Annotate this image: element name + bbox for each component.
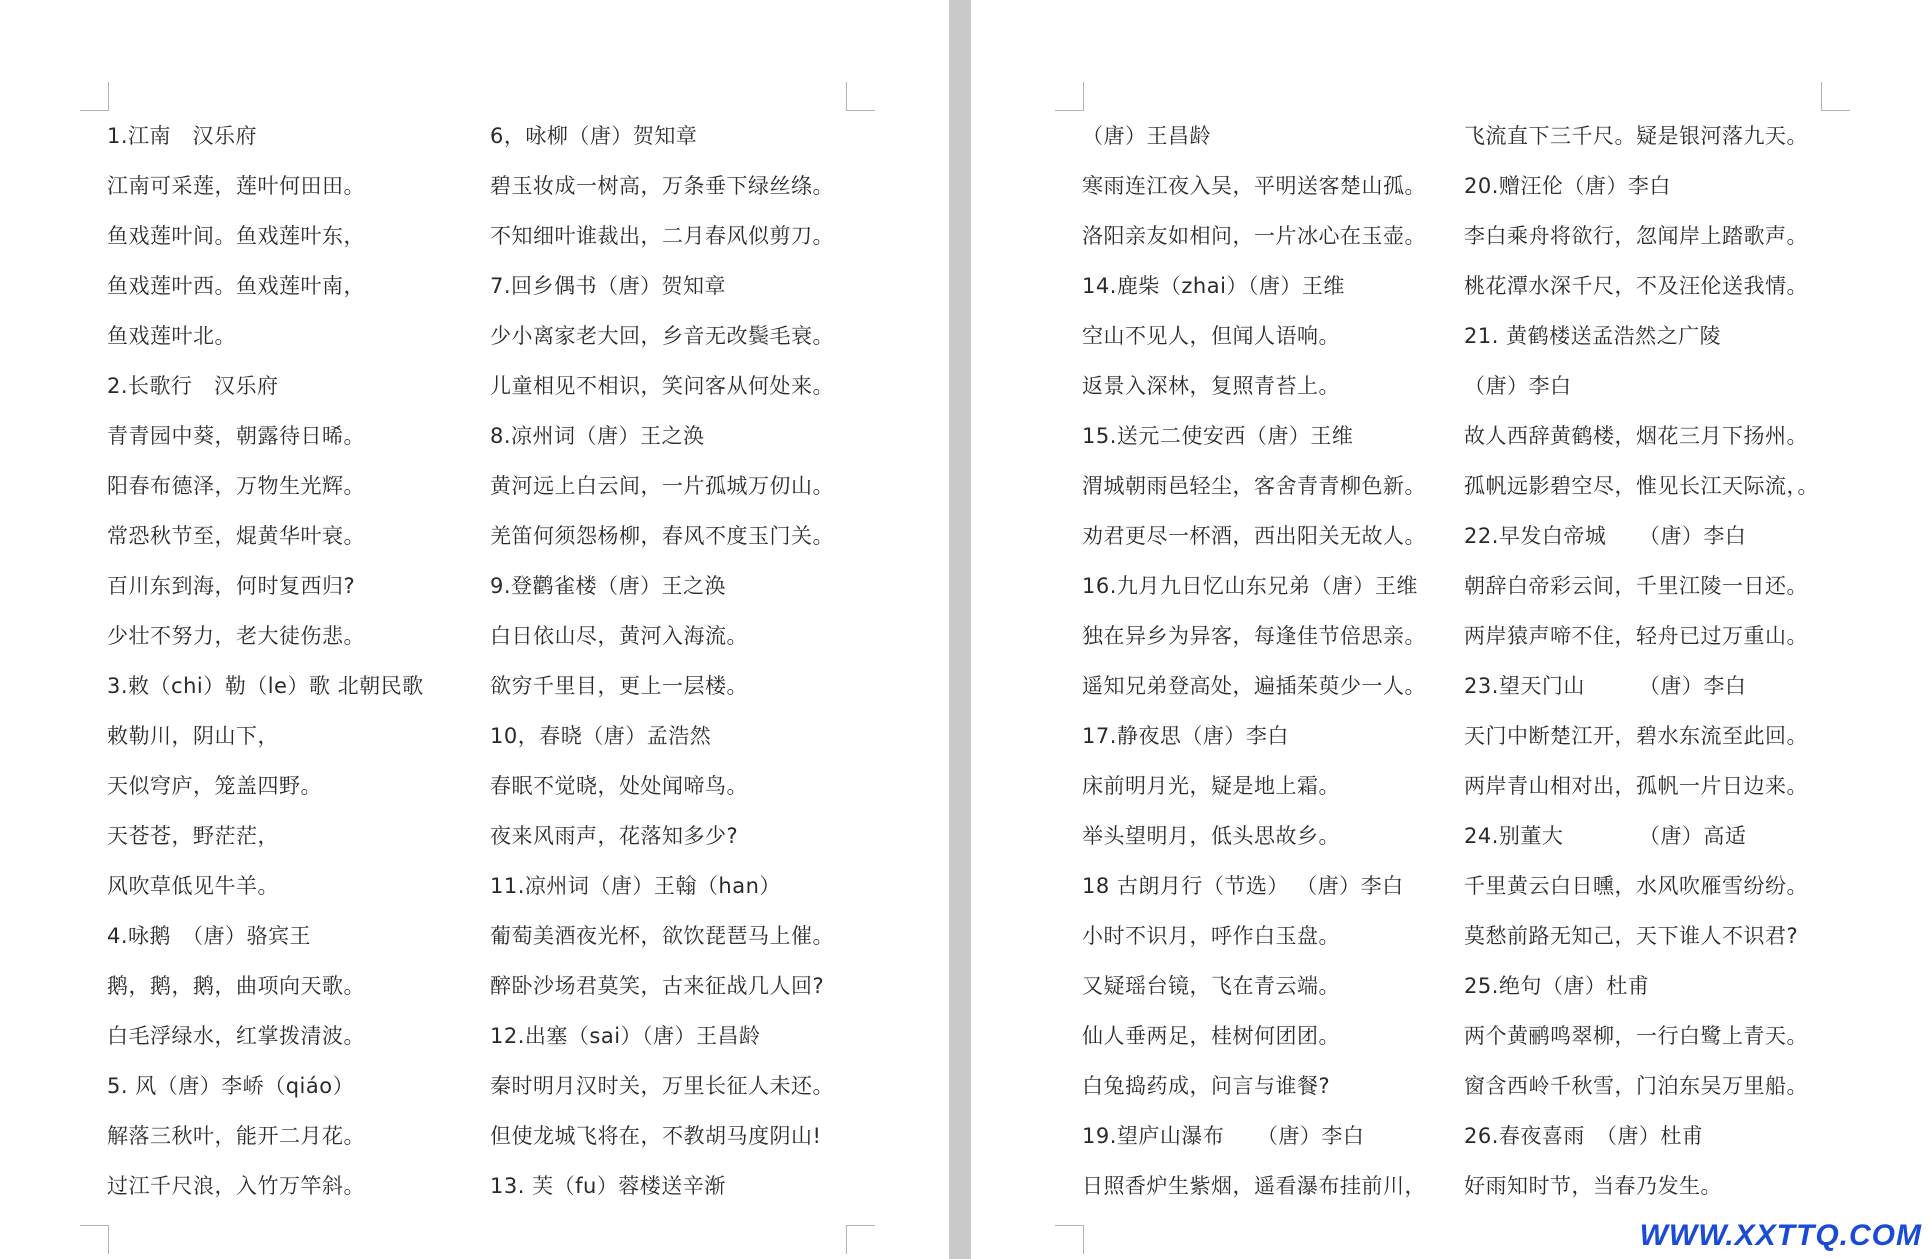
text-line: 朝辞白帝彩云间，千里江陵一日还。 [1464,574,1808,598]
text-line: 14.鹿柴（zhai）（唐）王维 [1082,274,1345,298]
text-line: 渭城朝雨邑轻尘，客舍青青柳色新。 [1082,474,1426,498]
text-line: 李白乘舟将欲行，忽闻岸上踏歌声。 [1464,224,1808,248]
text-line: （唐）王昌龄 [1082,124,1211,148]
text-line: 少小离家老大回，乡音无改鬓毛衰。 [490,324,834,348]
poem-column-3 [1082,114,1426,1214]
text-line: 百川东到海，何时复西归? [107,574,356,598]
text-line: 秦时明月汉时关，万里长征人未还。 [490,1074,834,1098]
page-corner-mark [1821,82,1850,111]
text-line: 3.敕（chi）勒（le）歌 北朝民歌 [107,674,424,698]
text-line: 7.回乡偶书（唐）贺知章 [490,274,727,298]
text-line: 羌笛何须怨杨柳，春风不度玉门关。 [490,524,834,548]
text-line: 空山不见人，但闻人语响。 [1082,324,1340,348]
text-line: 18 古朗月行（节选） （唐）李白 [1082,874,1404,898]
text-line: 飞流直下三千尺。疑是银河落九天。 [1464,124,1808,148]
text-line: 鱼戏莲叶西。鱼戏莲叶南， [107,274,365,298]
text-line: 黄河远上白云间，一片孤城万仞山。 [490,474,834,498]
text-line: 青青园中葵，朝露待日晞。 [107,424,365,448]
text-line: 孤帆远影碧空尽，惟见长江天际流，。 [1464,474,1819,498]
text-line: 鹅，鹅，鹅，曲项向天歌。 [107,974,365,998]
text-line: 独在异乡为异客，每逢佳节倍思亲。 [1082,624,1426,648]
text-line: 返景入深林，复照青苔上。 [1082,374,1340,398]
page-corner-mark [846,1225,875,1254]
text-line: 22.早发白帝城 （唐）李白 [1464,524,1747,548]
text-line: 16.九月九日忆山东兄弟（唐）王维 [1082,574,1418,598]
text-line: 21. 黄鹤楼送孟浩然之广陵 [1464,324,1722,348]
text-line: 23.望天门山 （唐）李白 [1464,674,1747,698]
text-line: 千里黄云白日曛，水风吹雁雪纷纷。 [1464,874,1808,898]
page-corner-mark [846,82,875,111]
text-line: 好雨知时节，当春乃发生。 [1464,1174,1722,1198]
text-line: 26.春夜喜雨 （唐）杜甫 [1464,1124,1704,1148]
page-corner-mark [80,1225,109,1254]
text-line: 9.登鹳雀楼（唐）王之涣 [490,574,727,598]
site-watermark: WWW.XXTTQ.COM [1639,1219,1922,1252]
text-line: 天门中断楚江开，碧水东流至此回。 [1464,724,1808,748]
text-line: 阳春布德泽，万物生光辉。 [107,474,365,498]
page-corner-mark [80,82,109,111]
page-gutter [949,0,971,1259]
text-line: 解落三秋叶，能开二月花。 [107,1124,365,1148]
text-line: 两岸猿声啼不住，轻舟已过万重山。 [1464,624,1808,648]
text-line: 常恐秋节至，焜黄华叶衰。 [107,524,365,548]
text-line: 莫愁前路无知己，天下谁人不识君? [1464,924,1799,948]
text-line: 日照香炉生紫烟，遥看瀑布挂前川， [1082,1174,1426,1198]
text-line: 17.静夜思（唐）李白 [1082,724,1289,748]
text-line: 20.赠汪伦（唐）李白 [1464,174,1671,198]
right-page [971,0,1928,1259]
text-line: 少壮不努力，老大徒伤悲。 [107,624,365,648]
text-line: 江南可采莲，莲叶何田田。 [107,174,365,198]
text-line: 劝君更尽一杯酒，西出阳关无故人。 [1082,524,1426,548]
poem-column-4 [1464,114,1819,1214]
text-line: 窗含西岭千秋雪，门泊东吴万里船。 [1464,1074,1808,1098]
text-line: （唐）李白 [1464,374,1572,398]
text-line: 24.别董大 （唐）高适 [1464,824,1747,848]
text-line: 葡萄美酒夜光杯，欲饮琵琶马上催。 [490,924,834,948]
text-line: 但使龙城飞将在，不教胡马度阴山! [490,1124,822,1148]
text-line: 欲穷千里目，更上一层楼。 [490,674,748,698]
text-line: 8.凉州词（唐）王之涣 [490,424,705,448]
text-line: 25.绝句（唐）杜甫 [1464,974,1650,998]
text-line: 白日依山尽，黄河入海流。 [490,624,748,648]
text-line: 碧玉妆成一树高，万条垂下绿丝绦。 [490,174,834,198]
poem-column-1 [107,114,424,1214]
text-line: 4.咏鹅 （唐）骆宾王 [107,924,312,948]
text-line: 儿童相见不相识，笑问客从何处来。 [490,374,834,398]
text-line: 天苍苍，野茫茫， [107,824,279,848]
text-line: 敕勒川，阴山下， [107,724,279,748]
text-line: 夜来风雨声，花落知多少? [490,824,739,848]
text-line: 11.凉州词（唐）王翰（han） [490,874,781,898]
text-line: 1.江南 汉乐府 [107,124,258,148]
text-line: 鱼戏莲叶北。 [107,324,236,348]
text-line: 仙人垂两足，桂树何团团。 [1082,1024,1340,1048]
text-line: 12.出塞（sai）（唐）王昌龄 [490,1024,761,1048]
text-line: 故人西辞黄鹤楼，烟花三月下扬州。 [1464,424,1808,448]
page-corner-mark [1055,82,1084,111]
text-line: 遥知兄弟登高处，遍插茱萸少一人。 [1082,674,1426,698]
text-line: 鱼戏莲叶间。鱼戏莲叶东， [107,224,365,248]
text-line: 天似穹庐，笼盖四野。 [107,774,322,798]
text-line: 不知细叶谁裁出，二月春风似剪刀。 [490,224,834,248]
text-line: 2.长歌行 汉乐府 [107,374,279,398]
text-line: 又疑瑶台镜，飞在青云端。 [1082,974,1340,998]
text-line: 过江千尺浪，入竹万竿斜。 [107,1174,365,1198]
page-corner-mark [1055,1225,1084,1254]
text-line: 春眠不觉晓，处处闻啼鸟。 [490,774,748,798]
left-page [0,0,949,1259]
poem-column-2 [490,114,834,1214]
text-line: 19.望庐山瀑布 （唐）李白 [1082,1124,1365,1148]
text-line: 10，春晓（唐）孟浩然 [490,724,712,748]
text-line: 风吹草低见牛羊。 [107,874,279,898]
text-line: 寒雨连江夜入吴，平明送客楚山孤。 [1082,174,1426,198]
text-line: 13. 芙（fu）蓉楼送辛渐 [490,1174,726,1198]
text-line: 两个黄鹂鸣翠柳，一行白鹭上青天。 [1464,1024,1808,1048]
text-line: 白毛浮绿水，红掌拨清波。 [107,1024,365,1048]
text-line: 白兔捣药成，问言与谁餐? [1082,1074,1331,1098]
text-line: 醉卧沙场君莫笑，古来征战几人回? [490,974,825,998]
text-line: 举头望明月，低头思故乡。 [1082,824,1340,848]
text-line: 小时不识月，呼作白玉盘。 [1082,924,1340,948]
text-line: 5. 风（唐）李峤（qiáo） [107,1074,355,1098]
text-line: 桃花潭水深千尺，不及汪伦送我情。 [1464,274,1808,298]
text-line: 6，咏柳（唐）贺知章 [490,124,698,148]
text-line: 15.送元二使安西（唐）王维 [1082,424,1354,448]
text-line: 两岸青山相对出，孤帆一片日边来。 [1464,774,1808,798]
text-line: 洛阳亲友如相问，一片冰心在玉壶。 [1082,224,1426,248]
text-line: 床前明月光，疑是地上霜。 [1082,774,1340,798]
